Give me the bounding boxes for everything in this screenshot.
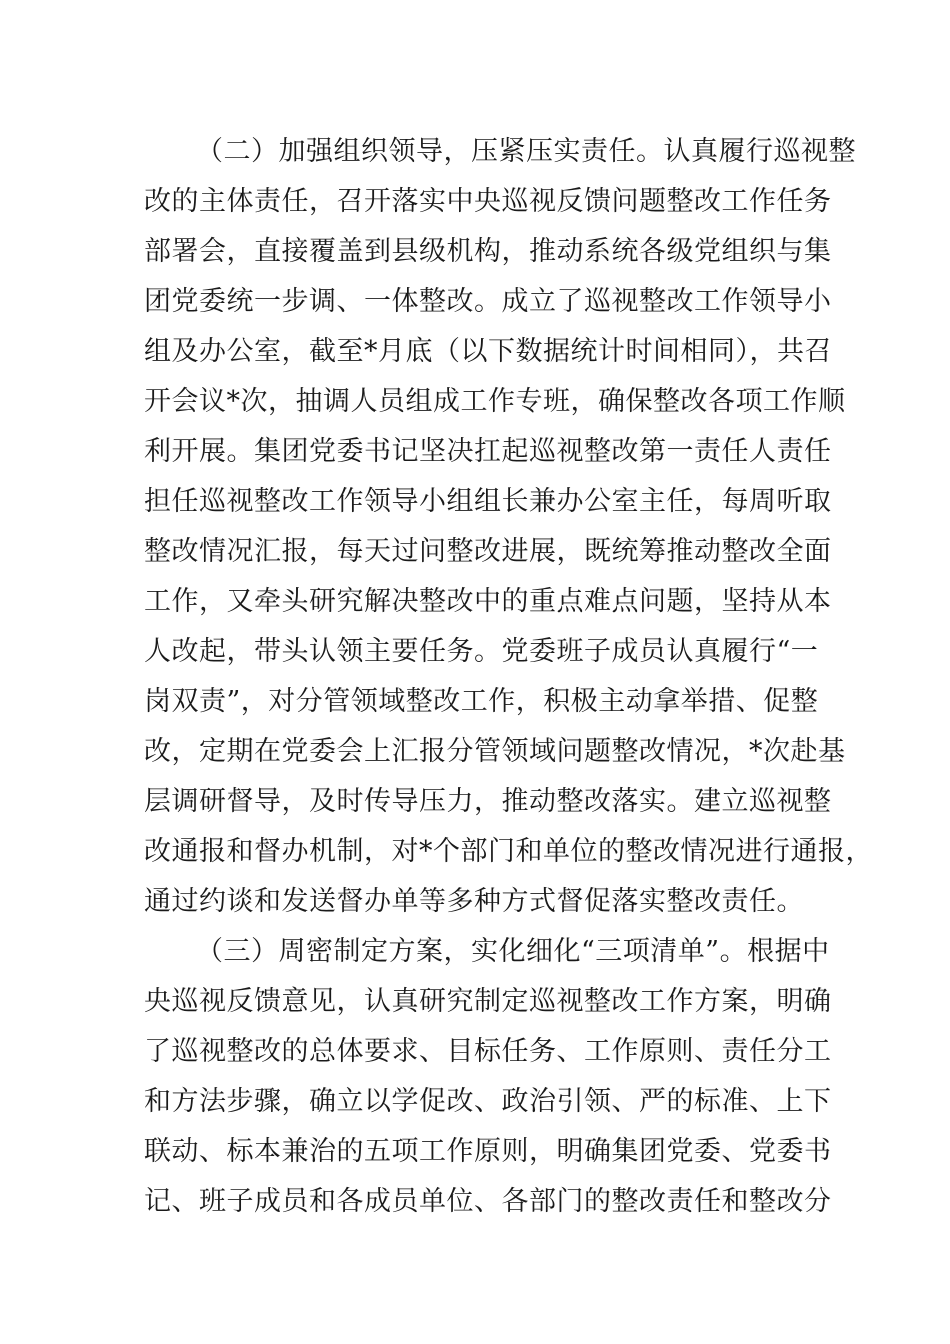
- text-line: 记、班子成员和各成员单位、各部门的整改责任和整改分: [144, 1186, 832, 1217]
- text-line: 改的主体责任，召开落实中央巡视反馈问题整改工作任务: [144, 186, 832, 217]
- text-line: 利开展。集团党委书记坚决扛起巡视整改第一责任人责任: [144, 436, 832, 467]
- text-line: 担任巡视整改工作领导小组组长兼办公室主任，每周听取: [144, 486, 832, 517]
- text-line: 整改情况汇报，每天过问整改进展，既统筹推动整改全面: [144, 536, 832, 567]
- paragraph-3-heading-line: （三）周密制定方案，实化细化“三项清单”。根据中: [196, 936, 830, 967]
- text-line: 岗双责”，对分管领域整改工作，积极主动拿举措、促整: [144, 686, 819, 717]
- text-line: 了巡视整改的总体要求、目标任务、工作原则、责任分工: [144, 1036, 832, 1067]
- text-line: 开会议*次，抽调人员组成工作专班，确保整改各项工作顺: [144, 386, 846, 417]
- text-line: 人改起，带头认领主要任务。党委班子成员认真履行“一: [144, 636, 819, 667]
- text-line: 改，定期在党委会上汇报分管领域问题整改情况，*次赴基: [144, 736, 846, 767]
- text-line: 和方法步骤，确立以学促改、政治引领、严的标准、上下: [144, 1086, 832, 1117]
- text-line: 联动、标本兼治的五项工作原则，明确集团党委、党委书: [144, 1136, 832, 1167]
- paragraph-2-heading-line: （二）加强组织领导，压紧压实责任。认真履行巡视整: [196, 136, 856, 167]
- text-line: 改通报和督办机制，对*个部门和单位的整改情况进行通报，: [144, 836, 873, 867]
- text-line: 央巡视反馈意见，认真研究制定巡视整改工作方案，明确: [144, 986, 832, 1017]
- text-line: 部署会，直接覆盖到县级机构，推动系统各级党组织与集: [144, 236, 832, 267]
- text-line: 工作，又牵头研究解决整改中的重点难点问题，坚持从本: [144, 586, 832, 617]
- text-line: 通过约谈和发送督办单等多种方式督促落实整改责任。: [144, 886, 804, 917]
- text-line: 团党委统一步调、一体整改。成立了巡视整改工作领导小: [144, 286, 832, 317]
- text-line: 层调研督导，及时传导压力，推动整改落实。建立巡视整: [144, 786, 832, 817]
- text-line: 组及办公室，截至*月底（以下数据统计时间相同），共召: [144, 336, 832, 367]
